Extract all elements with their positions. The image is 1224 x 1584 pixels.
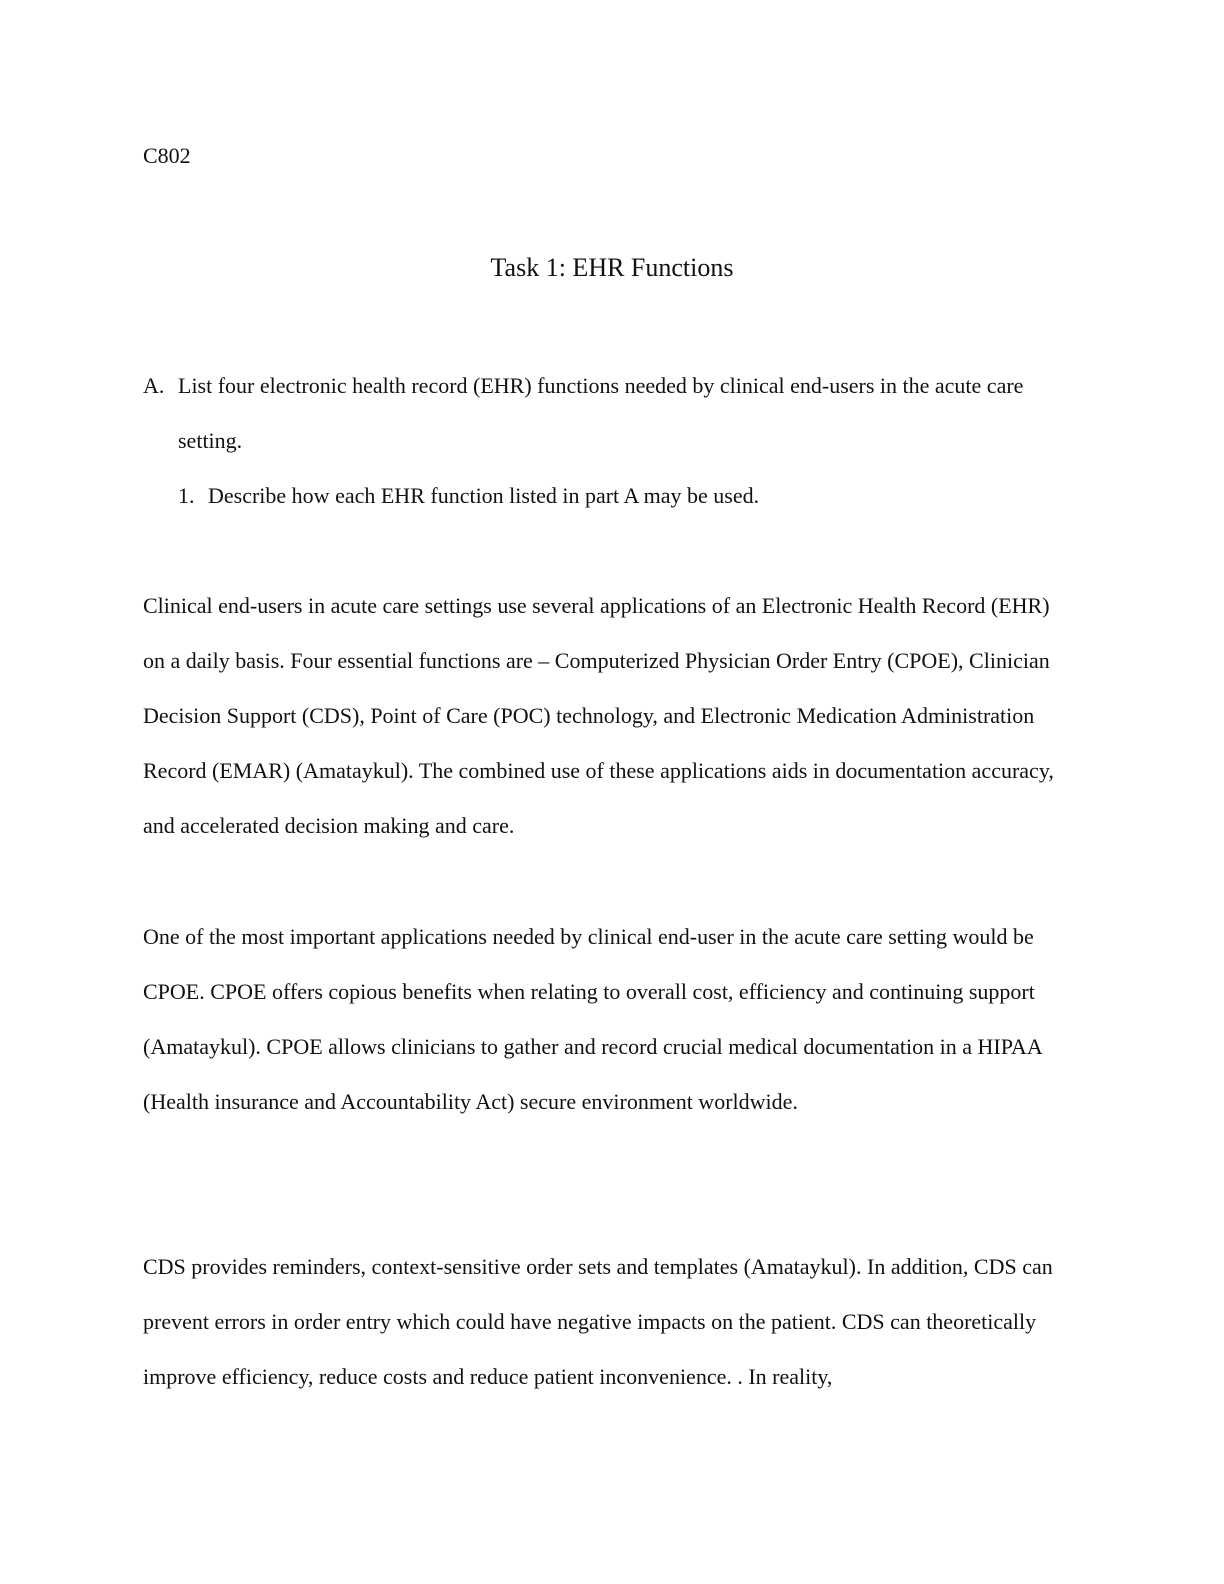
question-marker: A. <box>143 373 165 398</box>
page-title: Task 1: EHR Functions <box>490 253 734 282</box>
course-code: C802 <box>143 143 191 168</box>
body-paragraph-intro: Clinical end-users in acute care settings use several applications of an Electronic Health Record (EHR) on a daily basis. Four essential functions are – Computerized Physician Order Entry (CPOE), Clinician Decision Support (CDS), Point of Care (POC) technology, and Electronic Medication Administration Record (EMAR) (Amataykul). The combined use of these applications aids in documentation accuracy, and accelerated decision making and care. <box>143 593 1054 838</box>
question-text: List four electronic health record (EHR) functions needed by clinical end-users in the acute care setting. <box>178 373 1024 453</box>
sub-item-marker: 1. <box>178 483 195 508</box>
sub-item-text: Describe how each EHR function listed in part A may be used. <box>208 483 760 508</box>
body-paragraph-cpoe: One of the most important applications needed by clinical end-user in the acute care setting would be CPOE. CPOE offers copious benefits when relating to overall cost, efficiency and continuing support (Amataykul). CPOE allows clinicians to gather and record crucial medical documentation in a HIPAA (Health insurance and Accountability Act) secure environment worldwide. <box>143 924 1042 1114</box>
question-list <box>143 358 1073 523</box>
question-item <box>143 358 1073 468</box>
question-sub-item <box>143 468 1073 523</box>
body-paragraph-cds: CDS provides reminders, context-sensitive order sets and templates (Amataykul). In addition, CDS can prevent errors in order entry which could have negative impacts on the patient. CDS can theoretically improve efficiency, reduce costs and reduce patient inconvenience. . In reality, <box>143 1254 1053 1389</box>
